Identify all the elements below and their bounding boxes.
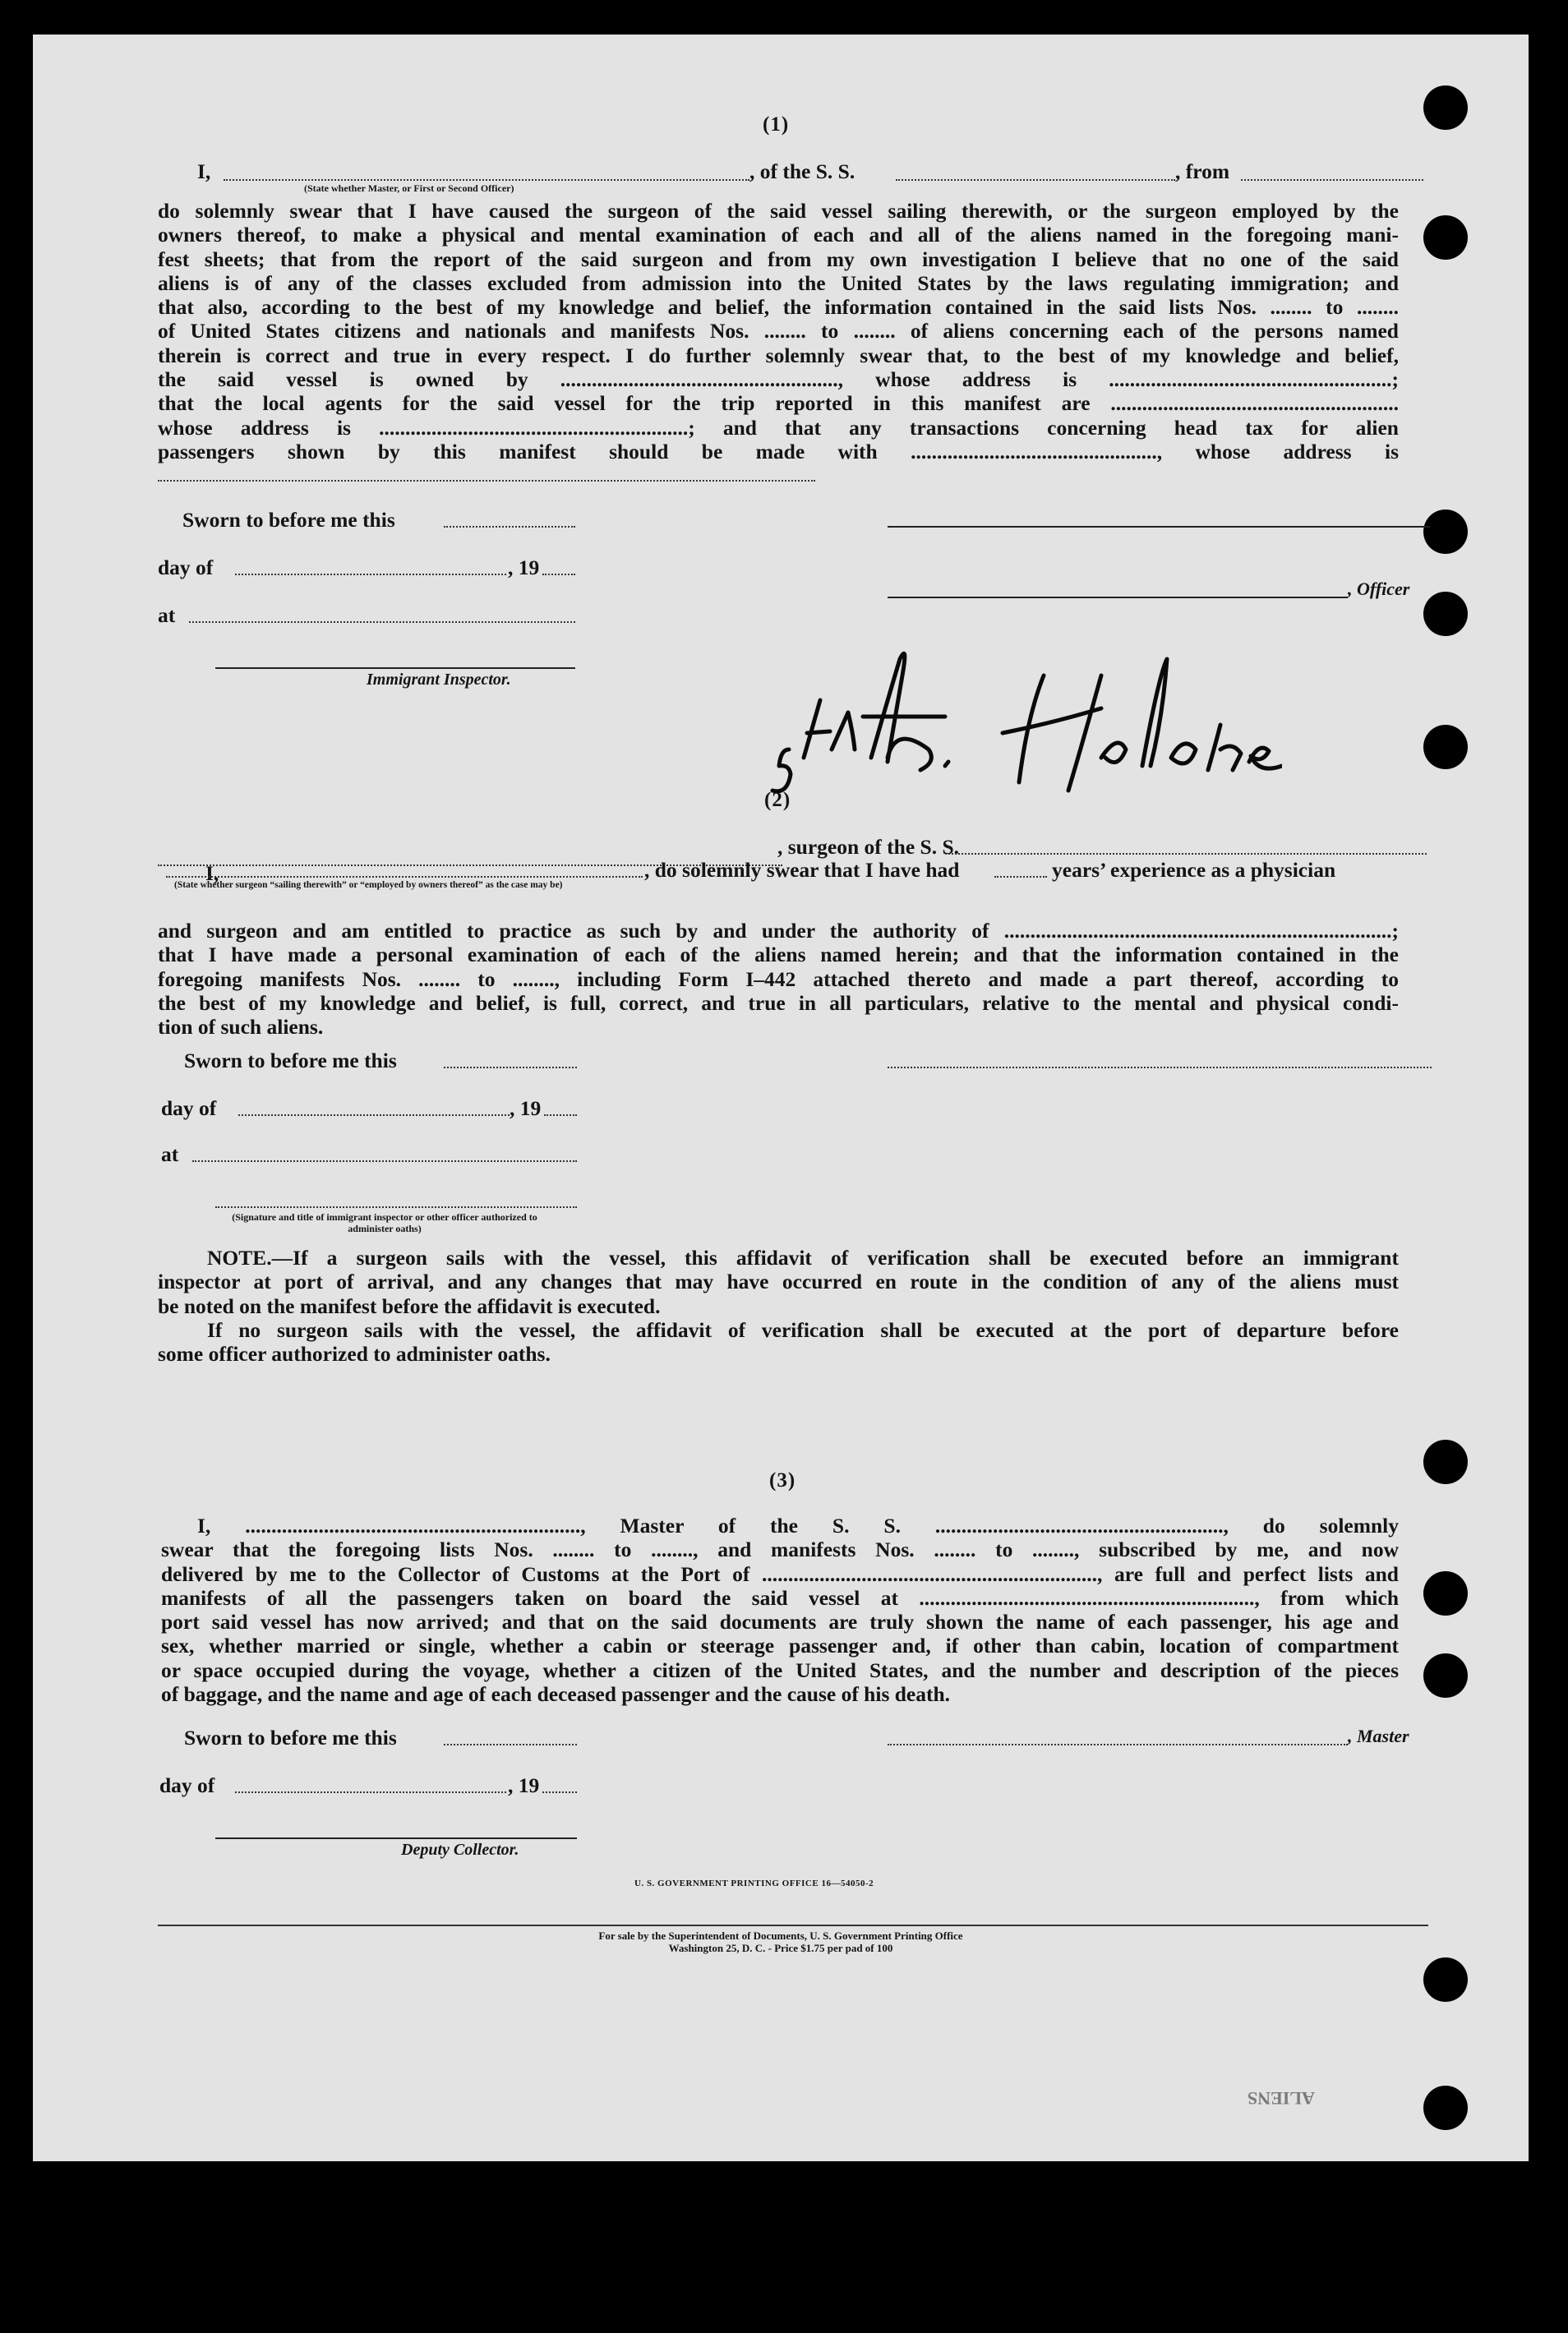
s1-line: aliens is of any of the classes excluded from admission into the United States by the laws regulating immigration; and: [158, 270, 1399, 295]
s1-sworn: Sworn to before me this: [182, 508, 395, 532]
s2-body: [158, 919, 1399, 1039]
s2-line-i: I,: [205, 861, 219, 885]
vessel-name-field[interactable]: [896, 179, 1175, 181]
s2-day-field[interactable]: [238, 1114, 510, 1116]
s1-line: do solemnly swear that I have caused the surgeon of the said vessel sailing therewith, or the surgeon employed by the: [158, 199, 1399, 223]
s2-year: , 19: [510, 1096, 542, 1120]
s3-sworn: Sworn to before me this: [184, 1726, 397, 1750]
binder-hole: [1423, 725, 1468, 769]
footer-line: Washington 25, D. C. - Price $1.75 per pad of 100: [668, 1942, 893, 1954]
s2-line: foregoing manifests Nos. ........ to ........, including Form I–442 attached thereto and made a part thereof, according to: [158, 966, 1399, 991]
s2-sworn-date-field[interactable]: [444, 1067, 577, 1068]
footer-rule: [158, 1925, 1428, 1926]
s1-at: at: [158, 603, 176, 627]
s1-sworn-date-field[interactable]: [444, 526, 575, 528]
s1-line: passengers shown by this manifest should be made with ..............................................., whose address is: [158, 439, 1399, 463]
s2-years: years’ experience as a physician: [1052, 858, 1336, 882]
printing-office-line: U. S. GOVERNMENT PRINTING OFFICE 16—54050-2: [634, 1879, 874, 1888]
s1-line: therein is correct and true in every respect. I do further solemnly swear that, to the best of my knowledge and belief,: [158, 343, 1399, 367]
s1-line: the said vessel is owned by ....................................................., whose address is ......................................................;: [158, 367, 1399, 392]
binder-hole: [1423, 2086, 1468, 2130]
s3-sworn-date-field[interactable]: [444, 1744, 577, 1745]
s2-line: the best of my knowledge and belief, is full, correct, and true in all particulars, relative to the mental and physical condi-: [158, 990, 1399, 1015]
s2-instruction: (State whether surgeon “sailing therewith” or “employed by owners thereof” as the case may be): [174, 880, 563, 890]
s3-master-label: , Master: [1348, 1726, 1409, 1746]
s2-note: [158, 1246, 1399, 1366]
note-line: NOTE.—If a surgeon sails with the vessel, this affidavit of verification shall be executed before an immigrant: [207, 1246, 1399, 1270]
s1-line: owners thereof, to make a physical and mental examination of each and all of the aliens named in the foregoing mani-: [158, 223, 1399, 247]
binder-hole: [1423, 509, 1468, 554]
address-continuation-field[interactable]: [158, 480, 815, 482]
form-page: [33, 35, 1529, 2161]
s1-at-field[interactable]: [189, 621, 575, 623]
s3-day-of: day of: [159, 1773, 215, 1797]
section-1-number: (1): [763, 113, 790, 136]
s2-swear: , do solemnly swear that I have had: [644, 858, 960, 882]
s1-officer-label: , Officer: [1348, 579, 1410, 599]
s1-of-ss: , of the S. S.: [749, 159, 855, 183]
s2-vessel-field[interactable]: [945, 853, 1427, 855]
s2-sailing-field[interactable]: [166, 876, 643, 878]
section-3-number: (3): [769, 1469, 796, 1492]
note-line: some officer authorized to administer oaths.: [158, 1342, 551, 1367]
binder-hole: [1423, 215, 1468, 260]
s1-line-i: I,: [197, 159, 211, 183]
s3-line: delivered by me to the Collector of Customs at the Port of ................................................................, are full and perfect lists and: [161, 1561, 1399, 1586]
s1-instruction: (State whether Master, or First or Second Officer): [304, 182, 514, 194]
s1-from: , from: [1175, 159, 1230, 183]
s2-line: that I have made a personal examination of each of the aliens named herein; and that the information contained in the: [158, 943, 1399, 967]
s3-line: or space occupied during the voyage, whether a citizen of the United States, and the number and description of the pieces: [161, 1658, 1399, 1682]
s1-officer-title-line[interactable]: [888, 597, 1348, 598]
s2-surgeon-of: , surgeon of the S. S.: [777, 835, 960, 859]
s3-deputy-label: Deputy Collector.: [401, 1841, 519, 1859]
s3-line: I, ................................................................, Master of the S. S. ......................................................., do solemnly: [197, 1514, 1399, 1538]
s2-sig-caption: (Signature and title of immigrant inspector or other officer authorized to administer oaths): [232, 1211, 537, 1234]
s2-years-field[interactable]: [994, 876, 1047, 878]
handwritten-address-signature: [756, 626, 1282, 815]
from-port-field[interactable]: [1241, 179, 1423, 181]
s2-sworn: Sworn to before me this: [184, 1049, 397, 1072]
s2-line: tion of such aliens.: [158, 1015, 324, 1040]
s1-year: , 19: [508, 556, 540, 579]
s3-line: swear that the foregoing lists Nos. ........ to ........, and manifests Nos. ........ to ........, subscribed by me, and now: [161, 1538, 1399, 1562]
s3-line: port said vessel has now arrived; and that on the said documents are truly shown the name of each passenger, his age and: [161, 1610, 1399, 1634]
binder-hole: [1423, 1440, 1468, 1484]
s2-officer-signature-line[interactable]: [215, 1206, 577, 1208]
footer-line: For sale by the Superintendent of Documents, U. S. Government Printing Office: [598, 1930, 963, 1942]
s3-year: , 19: [508, 1773, 540, 1797]
binder-hole: [1423, 592, 1468, 636]
note-line: If no surgeon sails with the vessel, the affidavit of verification shall be executed at the port of departure before: [207, 1317, 1399, 1342]
s1-inspector-signature-line[interactable]: [215, 667, 575, 669]
s1-line: of United States citizens and nationals and manifests Nos. ........ to ........ of aliens concerning each of the persons named: [158, 319, 1399, 343]
s3-line: manifests of all the passengers taken on board the said vessel at ................................................................, from which: [161, 1585, 1399, 1610]
s3-day-field[interactable]: [235, 1791, 506, 1793]
s2-day-of: day of: [161, 1096, 217, 1120]
s1-line: that the local agents for the said vessel for the trip reported in this manifest are .......................................................: [158, 391, 1399, 416]
s3-body: [161, 1514, 1399, 1706]
s1-year-field[interactable]: [542, 574, 575, 575]
s1-inspector-label: Immigrant Inspector.: [367, 671, 511, 689]
s3-collector-signature-line[interactable]: [215, 1837, 577, 1839]
s1-body: [158, 199, 1399, 463]
s2-line: and surgeon and am entitled to practice as such by and under the authority of ..........................................................................;: [158, 919, 1399, 943]
binder-hole: [1423, 1957, 1468, 2002]
binder-hole: [1423, 85, 1468, 130]
s3-line: sex, whether married or single, whether a cabin or steerage passenger and, if other than cabin, location of compartment: [161, 1634, 1399, 1658]
s3-line: of baggage, and the name and age of each deceased passenger and the cause of his death.: [161, 1682, 951, 1707]
s1-day-of: day of: [158, 556, 214, 579]
s3-year-field[interactable]: [542, 1791, 577, 1793]
s1-line: fest sheets; that from the report of the said surgeon and from my own investigation I believe that no one of the said: [158, 247, 1399, 271]
s1-day-field[interactable]: [235, 574, 506, 575]
s1-line: that also, according to the best of my knowledge and belief, the information contained in the said lists Nos. ........ to ........: [158, 295, 1399, 320]
master-name-field[interactable]: [224, 179, 749, 181]
s3-master-signature-line[interactable]: [888, 1744, 1348, 1745]
note-line: inspector at port of arrival, and any changes that may have occurred en route in the condition of any of the aliens must: [158, 1270, 1399, 1294]
bleed-through-text: [526, 67, 531, 89]
note-line: be noted on the manifest before the affidavit is executed.: [158, 1293, 661, 1318]
aliens-stamp: ALIENS: [1247, 2088, 1315, 2109]
s2-at-field[interactable]: [192, 1160, 577, 1162]
s2-at: at: [161, 1142, 179, 1166]
s1-line: whose address is ...........................................................; and that any transactions concerning head tax for alien: [158, 415, 1399, 440]
section-2-number: (2): [764, 789, 791, 811]
s2-year-field[interactable]: [544, 1114, 577, 1116]
binder-hole: [1423, 1653, 1468, 1698]
s1-officer-signature-line[interactable]: [888, 526, 1430, 528]
s2-surgeon-signature-line[interactable]: [888, 1067, 1432, 1068]
binder-hole: [1423, 1571, 1468, 1616]
